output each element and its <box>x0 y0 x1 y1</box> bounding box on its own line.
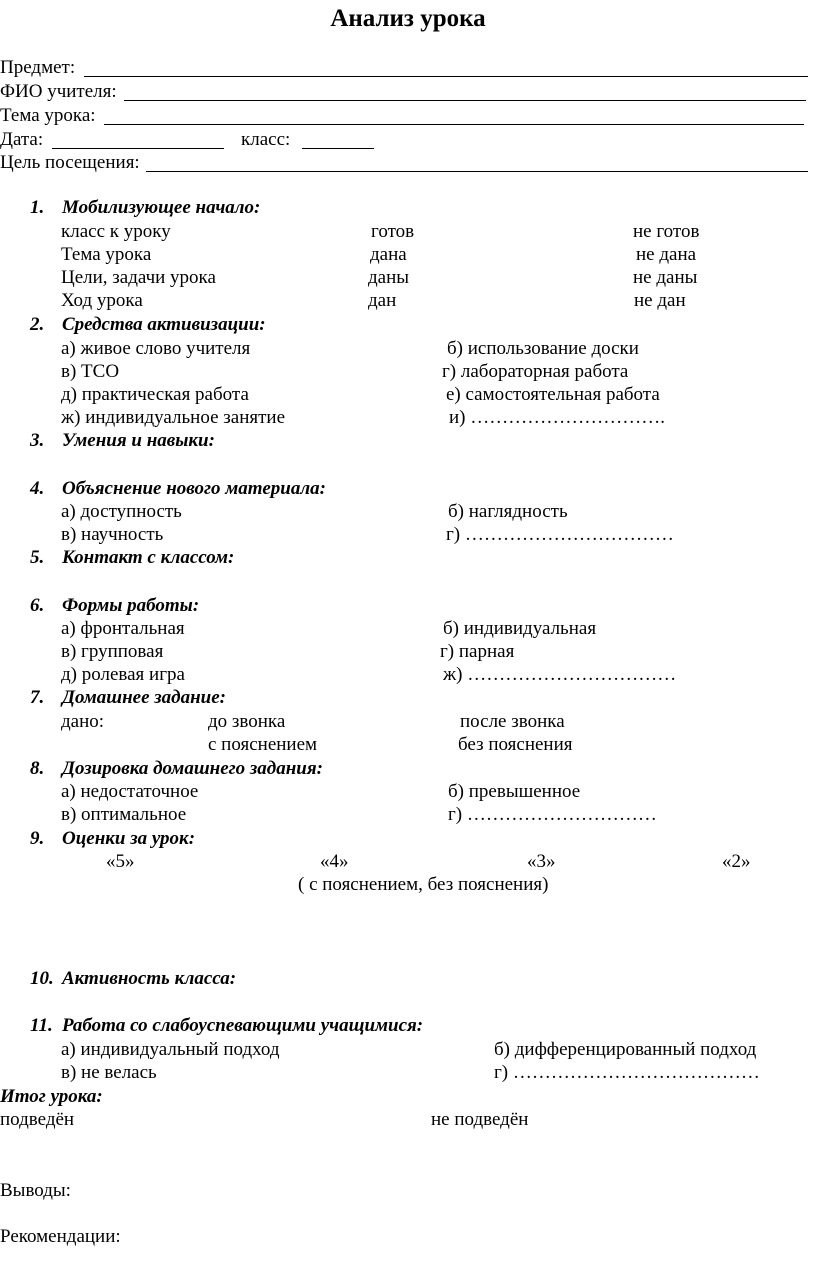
s8-item-a: а) недостаточное <box>61 781 199 802</box>
section-3-heading <box>0 430 816 452</box>
section-number: 11. <box>30 1015 53 1036</box>
section-title: Домашнее задание: <box>62 687 226 708</box>
section-8-heading <box>0 758 816 780</box>
section-title: Объяснение нового материала: <box>62 478 326 499</box>
section-title: Формы работы: <box>62 595 200 616</box>
section-5-heading <box>0 547 816 569</box>
s1-row1-yes: готов <box>371 221 415 242</box>
s2-item-i: и) …………………………. <box>449 407 665 428</box>
section-2-heading <box>0 314 816 336</box>
section-number: 8. <box>30 758 45 779</box>
section-11-heading <box>0 1015 816 1037</box>
s6-item-v: в) групповая <box>61 641 164 662</box>
s4-item-v: в) научность <box>61 524 164 545</box>
section-title: Работа со слабоуспевающими учащимися: <box>62 1015 424 1036</box>
section-number: 6. <box>30 595 45 616</box>
s4-item-g: г) …………………………… <box>446 524 674 545</box>
section-title: Дозировка домашнего задания: <box>62 758 323 779</box>
teacher-label: ФИО учителя: <box>0 81 117 102</box>
s7-given-label: дано: <box>61 711 105 732</box>
topic-label: Тема урока: <box>0 105 96 126</box>
grade-2: «2» <box>722 851 751 872</box>
summary-done: подведён <box>0 1109 75 1130</box>
section-number: 4. <box>30 478 45 499</box>
s8-item-v: в) оптимальное <box>61 804 187 825</box>
s7-after-bell: после звонка <box>460 711 565 732</box>
s1-row2-yes: дана <box>370 244 407 265</box>
s2-item-a: а) живое слово учителя <box>61 338 251 359</box>
s6-item-a: а) фронтальная <box>61 618 185 639</box>
s4-item-b: б) наглядность <box>448 501 568 522</box>
teacher-field[interactable] <box>124 100 806 101</box>
page-title: Анализ урока <box>330 5 486 32</box>
s11-item-a: а) индивидуальный подход <box>61 1039 280 1060</box>
section-1-heading <box>0 197 816 219</box>
s11-item-g: г) ………………………………… <box>494 1062 760 1083</box>
grades-note: ( с пояснением, без пояснения) <box>298 874 549 895</box>
s1-row4-no: не дан <box>634 290 686 311</box>
s11-item-v: в) не велась <box>61 1062 157 1083</box>
section-title: Контакт с классом: <box>62 547 235 568</box>
s1-row2-no: не дана <box>636 244 697 265</box>
s2-item-b: б) использование доски <box>447 338 639 359</box>
section-number: 10. <box>30 968 54 989</box>
section-9-heading <box>0 828 816 850</box>
section-number: 7. <box>30 687 45 708</box>
purpose-field[interactable] <box>146 171 808 172</box>
grade-5: «5» <box>106 851 135 872</box>
conclusions-label: Выводы: <box>0 1180 71 1201</box>
s1-row4-yes: дан <box>368 290 397 311</box>
section-title: Умения и навыки: <box>62 430 215 451</box>
s1-row3-yes: даны <box>368 267 410 288</box>
s7-with-explanation: с пояснением <box>208 734 318 755</box>
s8-item-g: г) ………………………… <box>448 804 657 825</box>
section-title: Мобилизующее начало: <box>62 197 261 218</box>
date-label: Дата: <box>0 129 44 150</box>
section-number: 9. <box>30 828 45 849</box>
summary-title: Итог урока: <box>0 1086 103 1107</box>
subject-field[interactable] <box>84 76 808 77</box>
section-number: 3. <box>30 430 45 451</box>
section-number: 1. <box>30 197 45 218</box>
purpose-label: Цель посещения: <box>0 152 140 173</box>
s6-item-b: б) индивидуальная <box>443 618 597 639</box>
section-title: Оценки за урок: <box>62 828 196 849</box>
s2-item-d: д) практическая работа <box>61 384 249 405</box>
s2-item-e: е) самостоятельная работа <box>446 384 660 405</box>
s8-item-b: б) превышенное <box>448 781 581 802</box>
subject-label: Предмет: <box>0 57 76 78</box>
s1-row2-label: Тема урока <box>61 244 152 265</box>
s1-row4-label: Ход урока <box>61 290 143 311</box>
s4-item-a: а) доступность <box>61 501 182 522</box>
s6-item-g: г) парная <box>440 641 515 662</box>
s7-without-explanation: без пояснения <box>458 734 573 755</box>
s6-item-d: д) ролевая игра <box>61 664 185 685</box>
s2-item-g: г) лабораторная работа <box>442 361 629 382</box>
section-number: 2. <box>30 314 45 335</box>
s1-row1-label: класс к уроку <box>61 221 171 242</box>
recommendations-label: Рекомендации: <box>0 1226 121 1247</box>
section-10-heading <box>0 968 816 990</box>
summary-not-done: не подведён <box>431 1109 529 1130</box>
s1-row1-no: не готов <box>633 221 700 242</box>
s1-row3-no: не даны <box>633 267 698 288</box>
s6-item-zh: ж) …………………………… <box>443 664 677 685</box>
section-title: Активность класса: <box>62 968 237 989</box>
class-field[interactable] <box>302 148 374 149</box>
section-7-heading <box>0 687 816 709</box>
s7-before-bell: до звонка <box>208 711 286 732</box>
topic-field[interactable] <box>104 124 804 125</box>
section-title: Средства активизации: <box>62 314 266 335</box>
section-number: 5. <box>30 547 45 568</box>
s11-item-b: б) дифференцированный подход <box>494 1039 757 1060</box>
s1-row3-label: Цели, задачи урока <box>61 267 216 288</box>
s2-item-v: в) ТСО <box>61 361 120 382</box>
grade-3: «3» <box>527 851 556 872</box>
class-label: класс: <box>241 129 291 150</box>
date-field[interactable] <box>52 148 224 149</box>
grade-4: «4» <box>320 851 349 872</box>
section-4-heading <box>0 478 816 500</box>
s2-item-zh: ж) индивидуальное занятие <box>61 407 286 428</box>
section-6-heading <box>0 595 816 617</box>
